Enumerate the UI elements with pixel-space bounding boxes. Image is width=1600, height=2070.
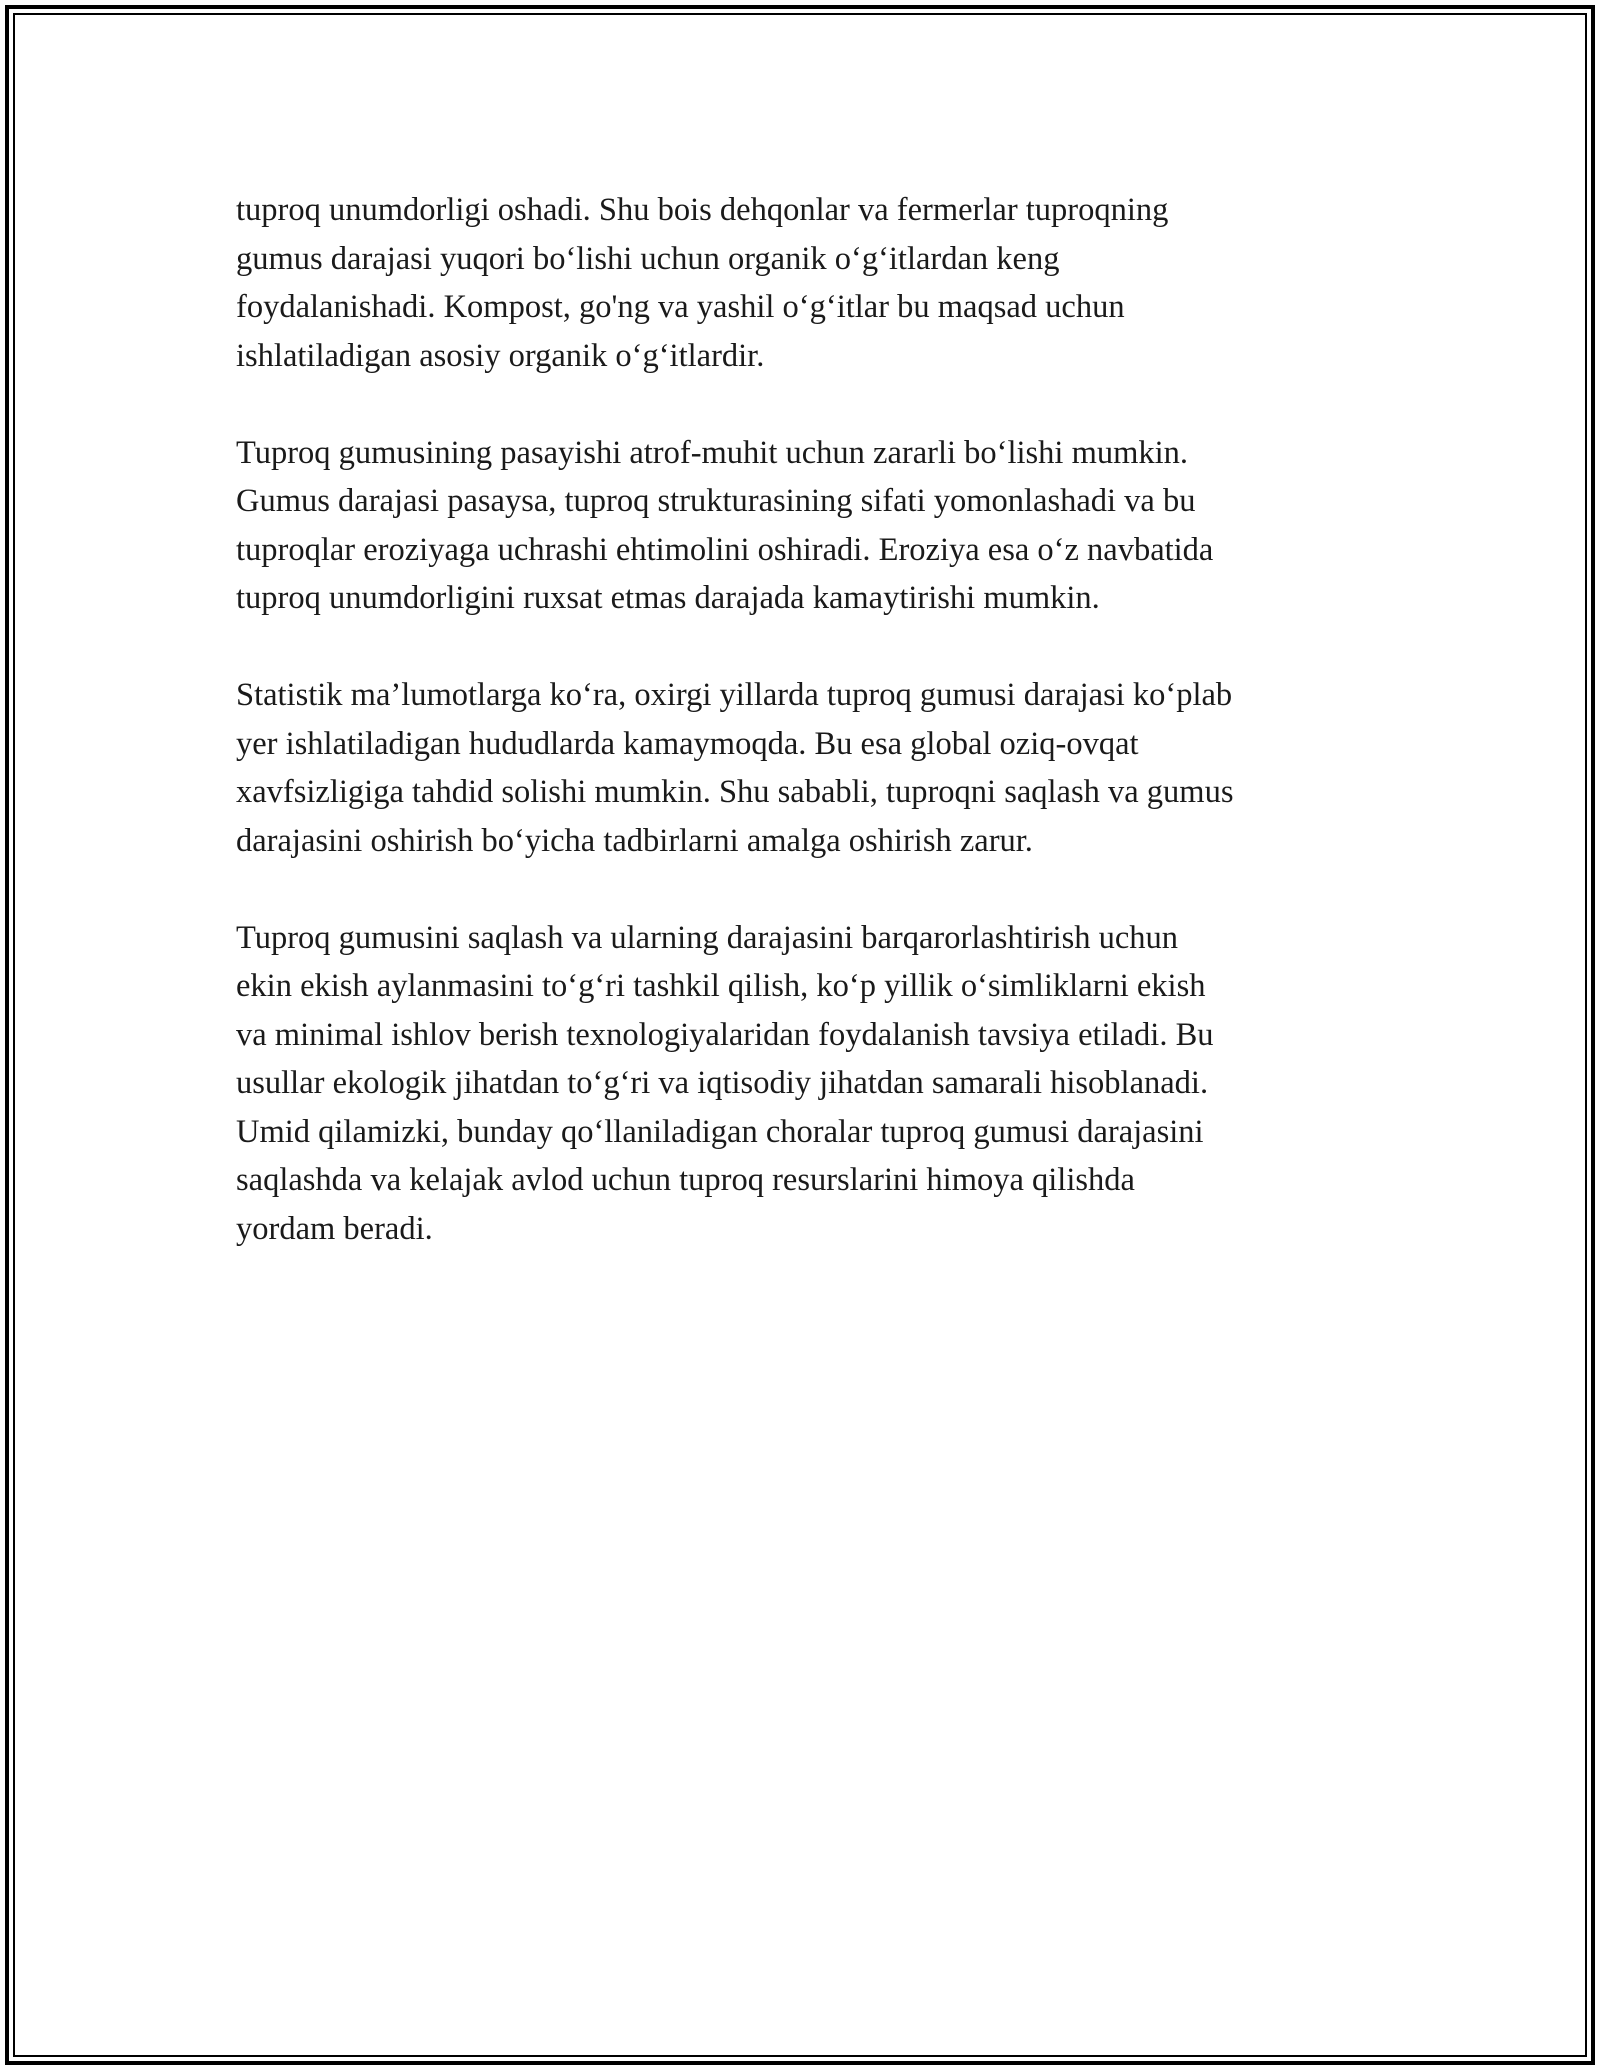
paragraph: Tuproq gumusini saqlash va ularning darajasini barqarorlashtirish uchun ekin ekish aylanmasini toʻgʻri tashkil qilish, koʻp yillik oʻsimliklarni ekish va minimal ishlov berish texnologiyalaridan foydalanish tavsiya etiladi. Bu usullar ekologik jihatdan toʻgʻri va iqtisodiy jihatdan samarali hisoblanadi. Umid qilamizki, bunday qoʻllaniladigan choralar tuproq gumusi darajasini saqlashda va kelajak avlod uchun tuproq resurslarini himoya qilishda yordam beradi.	[236, 919, 1214, 1247]
paragraph: Tuproq gumusining pasayishi atrof-muhit uchun zararli boʻlishi mumkin. Gumus darajasi pasaysa, tuproq strukturasining sifati yomonlashadi va bu tuproqlar eroziyaga uchrashi ehtimolini oshiradi. Eroziya esa oʻz navbatida tuproq unumdorligini ruxsat etmas darajada kamaytirishi mumkin.	[236, 434, 1214, 616]
document-body	[236, 186, 1396, 1302]
paragraph: tuproq unumdorligi oshadi. Shu bois dehqonlar va fermerlar tuproqning gumus darajasi yuqori boʻlishi uchun organik oʻgʻitlardan keng foydalanishadi. Kompost, go'ng va yashil oʻgʻitlar bu maqsad uchun ishlatiladigan asosiy organik oʻgʻitlardir.	[236, 192, 1169, 374]
paragraph: Statistik ma’lumotlarga koʻra, oxirgi yillarda tuproq gumusi darajasi koʻplab yer ishlatiladigan hududlarda kamaymoqda. Bu esa global oziq-ovqat xavfsizligiga tahdid solishi mumkin. Shu sababli, tuproqni saqlash va gumus darajasini oshirish boʻyicha tadbirlarni amalga oshirish zarur.	[236, 677, 1234, 859]
